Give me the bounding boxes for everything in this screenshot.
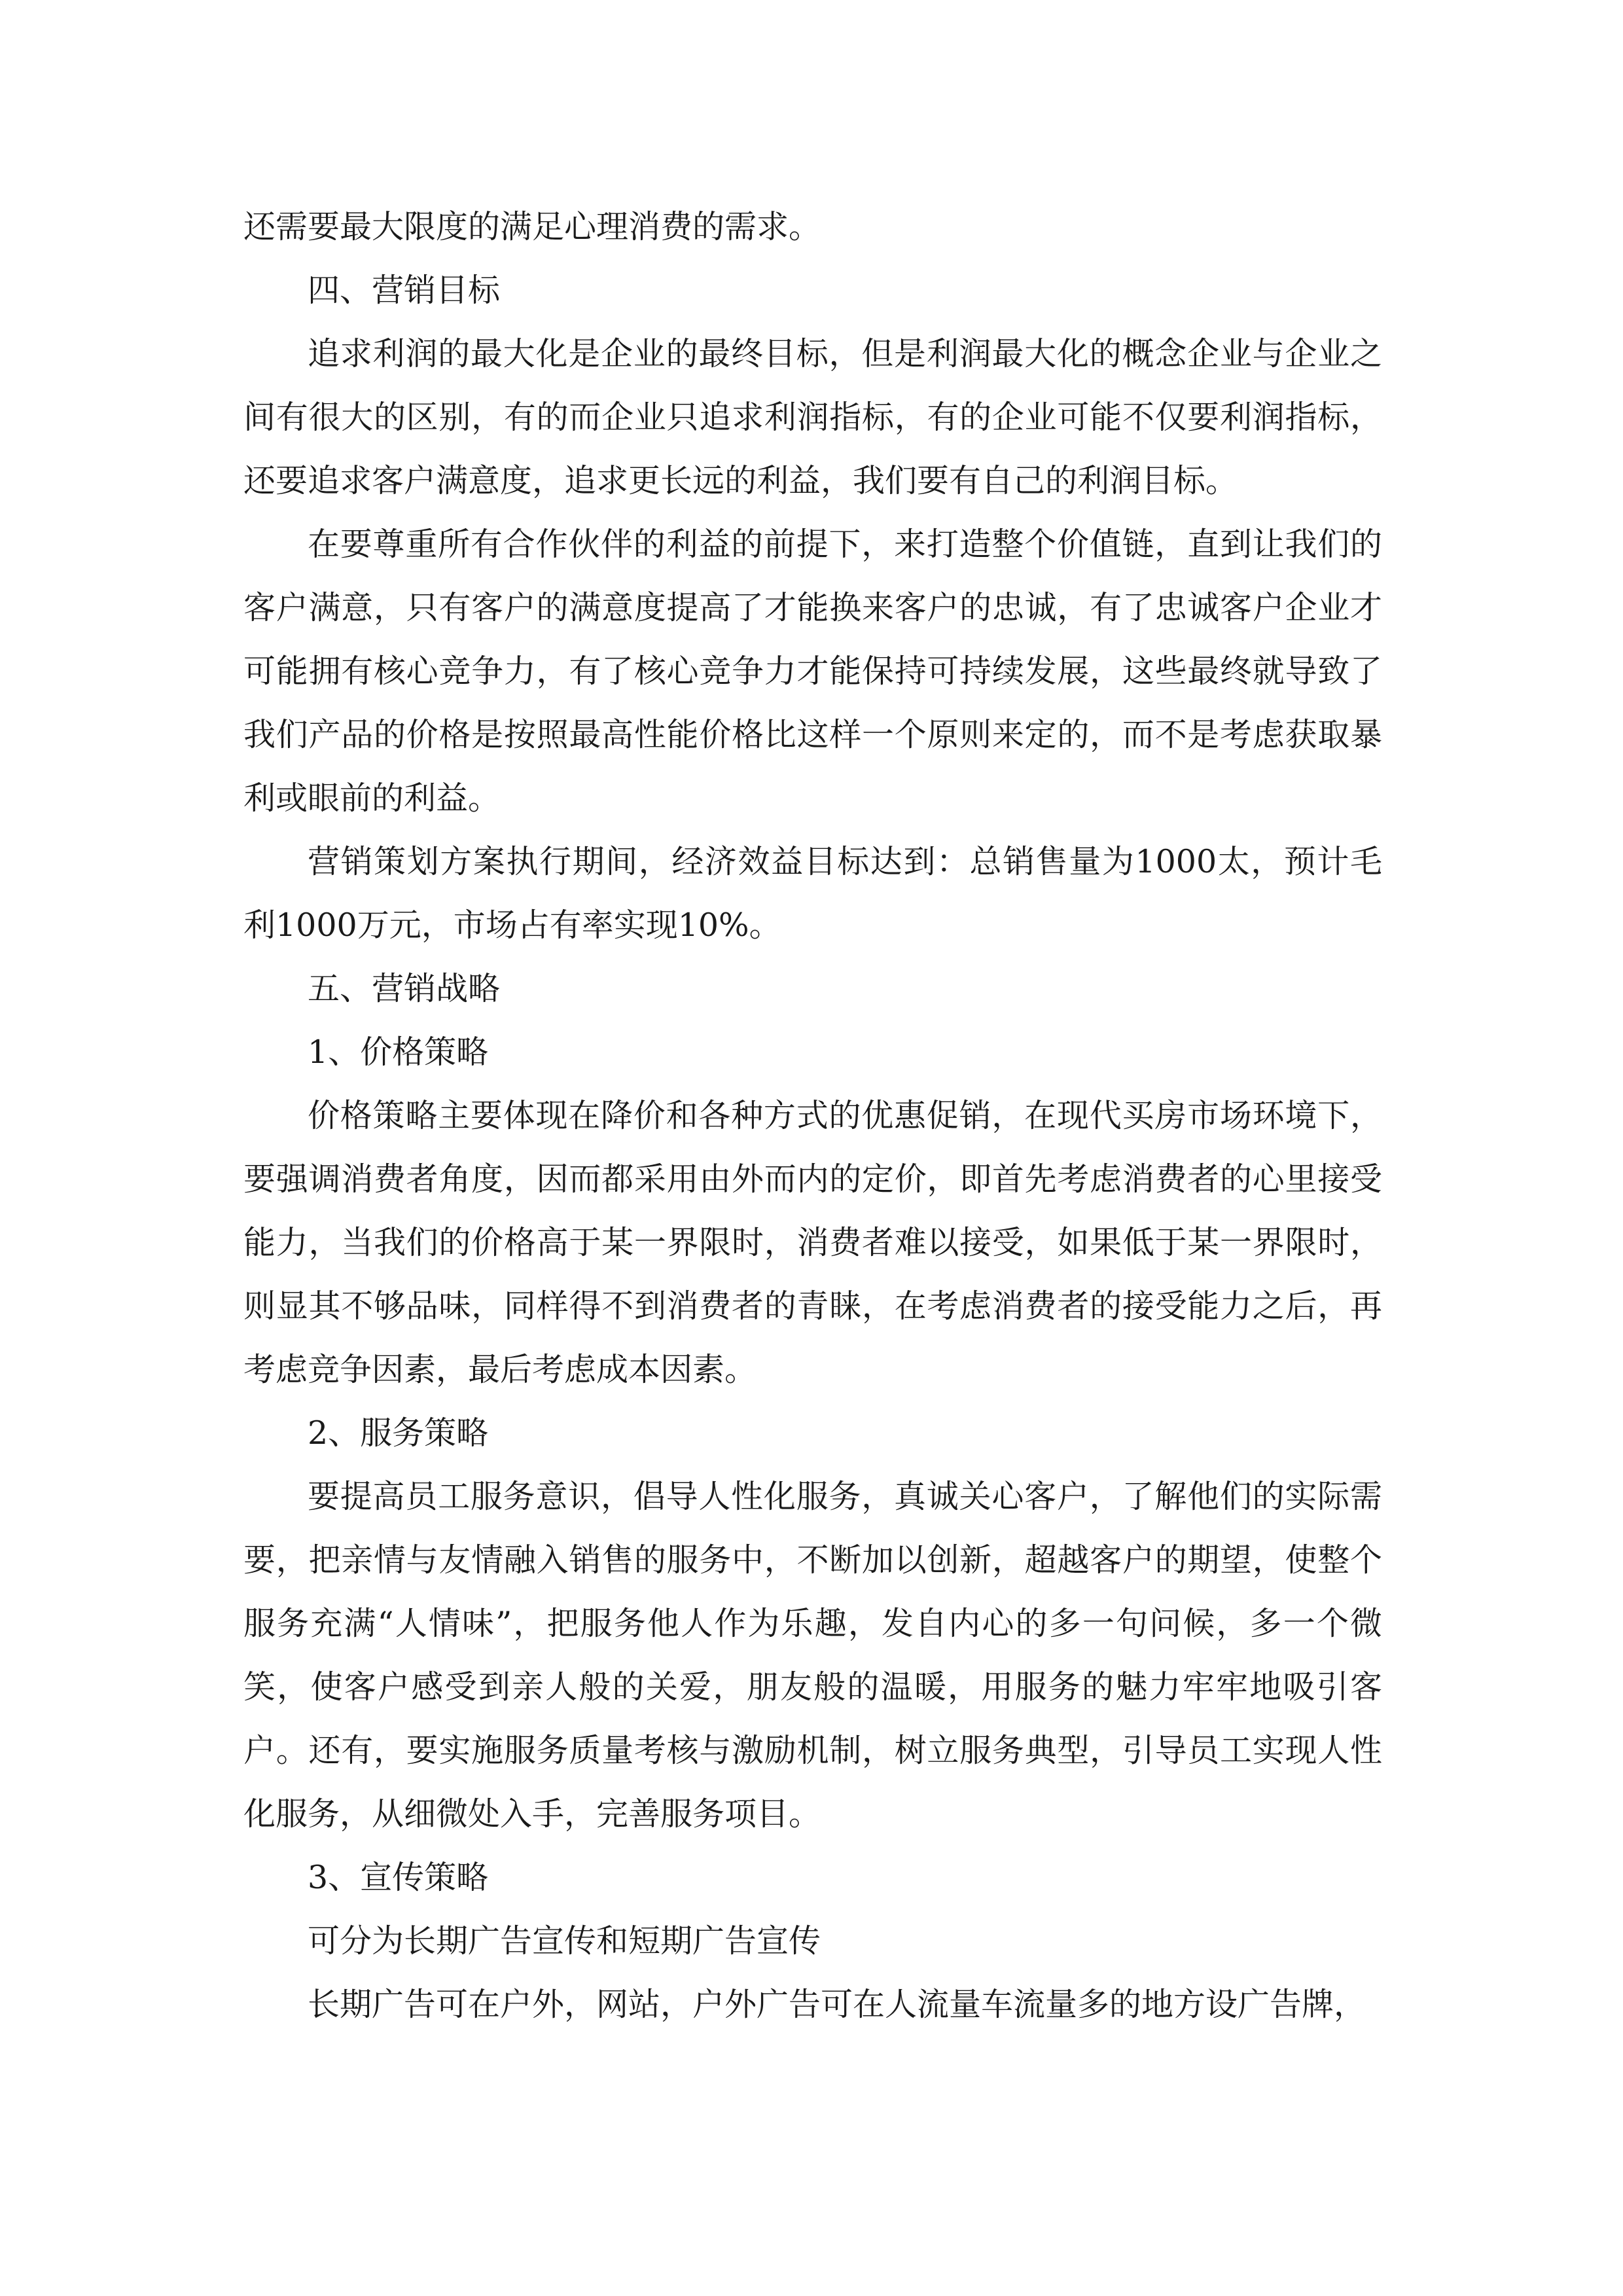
paragraph-service-strategy: 要提高员工服务意识，倡导人性化服务，真诚关心客户，了解他们的实际需要，把亲情与友情融入销售的服务中，不断加以创新，超越客户的期望，使整个服务充满“人情味”，把服务他人作为乐趣，发自内心的多一句问候，多一个微笑，使客户感受到亲人般的关爱，朋友般的温暖，用服务的魅力牢牢地吸引客户。还有，要实施服务质量考核与激励机制，树立服务典型，引导员工实现人性化服务，从细微处入手，完善服务项目。 (243, 1478, 1382, 1833)
paragraph-long-term-ads: 长期广告可在户外，网站，户外广告可在人流量车流量多的地方设广告牌， (308, 1986, 1366, 2023)
paragraph-price-strategy: 价格策略主要体现在降价和各种方式的优惠促销，在现代买房市场环境下，要强调消费者角度，因而都采用由外而内的定价，即首先考虑消费者的心里接受能力，当我们的价格高于某一界限时，消费者难以接受，如果低于某一界限时，则显其不够品味，同样得不到消费者的青睐，在考虑消费者的接受能力之后，再考虑竞争因素，最后考虑成本因素。 (243, 1097, 1382, 1388)
section-heading-marketing-strategy: 五、营销战略 (308, 970, 501, 1007)
subheading-promotion-strategy: 3、宣传策略 (308, 1859, 489, 1896)
document-body (243, 195, 1382, 2036)
paragraph-profit-maximization: 追求利润的最大化是企业的最终目标，但是利润最大化的概念企业与企业之间有很大的区别，有的而企业只追求利润指标，有的企业可能不仅要利润指标，还要追求客户满意度，追求更长远的利益，我们要有自己的利润目标。 (243, 335, 1382, 499)
paragraph-economic-targets: 营销策划方案执行期间，经济效益目标达到：总销售量为1000太，预计毛利1000万元，市场占有率实现10%。 (243, 843, 1382, 944)
paragraph-value-chain: 在要尊重所有合作伙伴的利益的前提下，来打造整个价值链，直到让我们的客户满意，只有客户的满意度提高了才能换来客户的忠诚，有了忠诚客户企业才可能拥有核心竞争力，有了核心竞争力才能保持可持续发展，这些最终就导致了我们产品的价格是按照最高性能价格比这样一个原则来定的，而不是考虑获取暴利或眼前的利益。 (243, 526, 1382, 817)
section-heading-marketing-goals: 四、营销目标 (308, 272, 501, 309)
subheading-service-strategy: 2、服务策略 (308, 1414, 489, 1452)
paragraph-ad-types: 可分为长期广告宣传和短期广告宣传 (308, 1922, 821, 1960)
subheading-price-strategy: 1、价格策略 (308, 1033, 489, 1071)
paragraph-continuation: 还需要最大限度的满足心理消费的需求。 (243, 208, 821, 245)
